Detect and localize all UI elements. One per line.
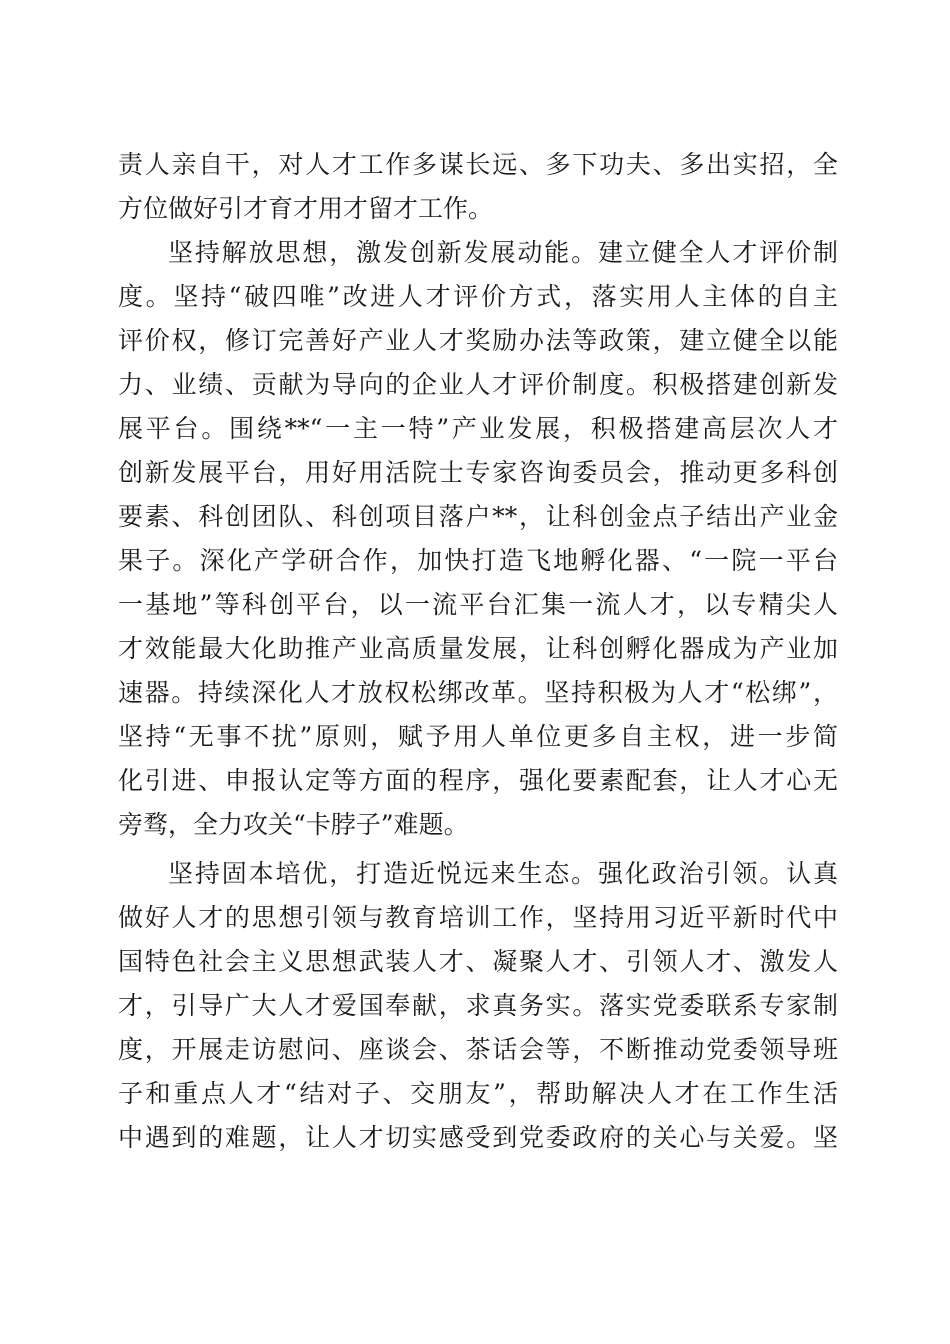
body-text-line: 中遇到的难题，让人才切实感受到党委政府的关心与关爱。坚	[118, 1123, 838, 1152]
body-text-line: 要素、科创团队、科创项目落户**，让科创金点子结出产业金	[118, 502, 838, 531]
body-text-line: 才，引导广大人才爱国奉献，求真务实。落实党委联系专家制	[118, 991, 838, 1020]
body-text-line: 坚持固本培优，打造近悦远来生态。强化政治引领。认真	[168, 859, 838, 888]
body-text-line: 方位做好引才育才用才留才工作。	[118, 194, 494, 223]
body-text-line: 果子。深化产学研合作，加快打造飞地孵化器、“一院一平台	[118, 546, 838, 575]
body-text-line: 做好人才的思想引领与教育培训工作，坚持用习近平新时代中	[118, 903, 838, 932]
body-text-line: 坚持解放思想，激发创新发展动能。建立健全人才评价制	[168, 238, 838, 267]
body-text-line: 评价权，修订完善好产业人才奖励办法等政策，建立健全以能	[118, 326, 838, 355]
body-text-line: 创新发展平台，用好用活院士专家咨询委员会，推动更多科创	[118, 458, 838, 487]
body-text-line: 一基地”等科创平台，以一流平台汇集一流人才，以专精尖人	[118, 590, 838, 619]
body-text-line: 责人亲自干，对人才工作多谋长远、多下功夫、多出实招，全	[118, 150, 838, 179]
body-text-line: 展平台。围绕**“一主一特”产业发展，积极搭建高层次人才	[118, 414, 838, 443]
body-text-line: 度，开展走访慰问、座谈会、茶话会等，不断推动党委领导班	[118, 1035, 838, 1064]
body-text-line: 旁骛，全力攻关“卡脖子”难题。	[118, 810, 469, 839]
body-text-line: 力、业绩、贡献为导向的企业人才评价制度。积极搭建创新发	[118, 370, 838, 399]
body-text-line: 度。坚持“破四唯”改进人才评价方式，落实用人主体的自主	[118, 282, 838, 311]
body-text-line: 国特色社会主义思想武装人才、凝聚人才、引领人才、激发人	[118, 947, 838, 976]
body-text-line: 化引进、申报认定等方面的程序，强化要素配套，让人才心无	[118, 766, 838, 795]
body-text-line: 坚持“无事不扰”原则，赋予用人单位更多自主权，进一步简	[118, 722, 838, 751]
body-text-line: 才效能最大化助推产业高质量发展，让科创孵化器成为产业加	[118, 634, 838, 663]
body-text-line: 子和重点人才“结对子、交朋友”，帮助解决人才在工作生活	[118, 1079, 838, 1108]
body-text-line: 速器。持续深化人才放权松绑改革。坚持积极为人才“松绑”，	[118, 678, 838, 707]
